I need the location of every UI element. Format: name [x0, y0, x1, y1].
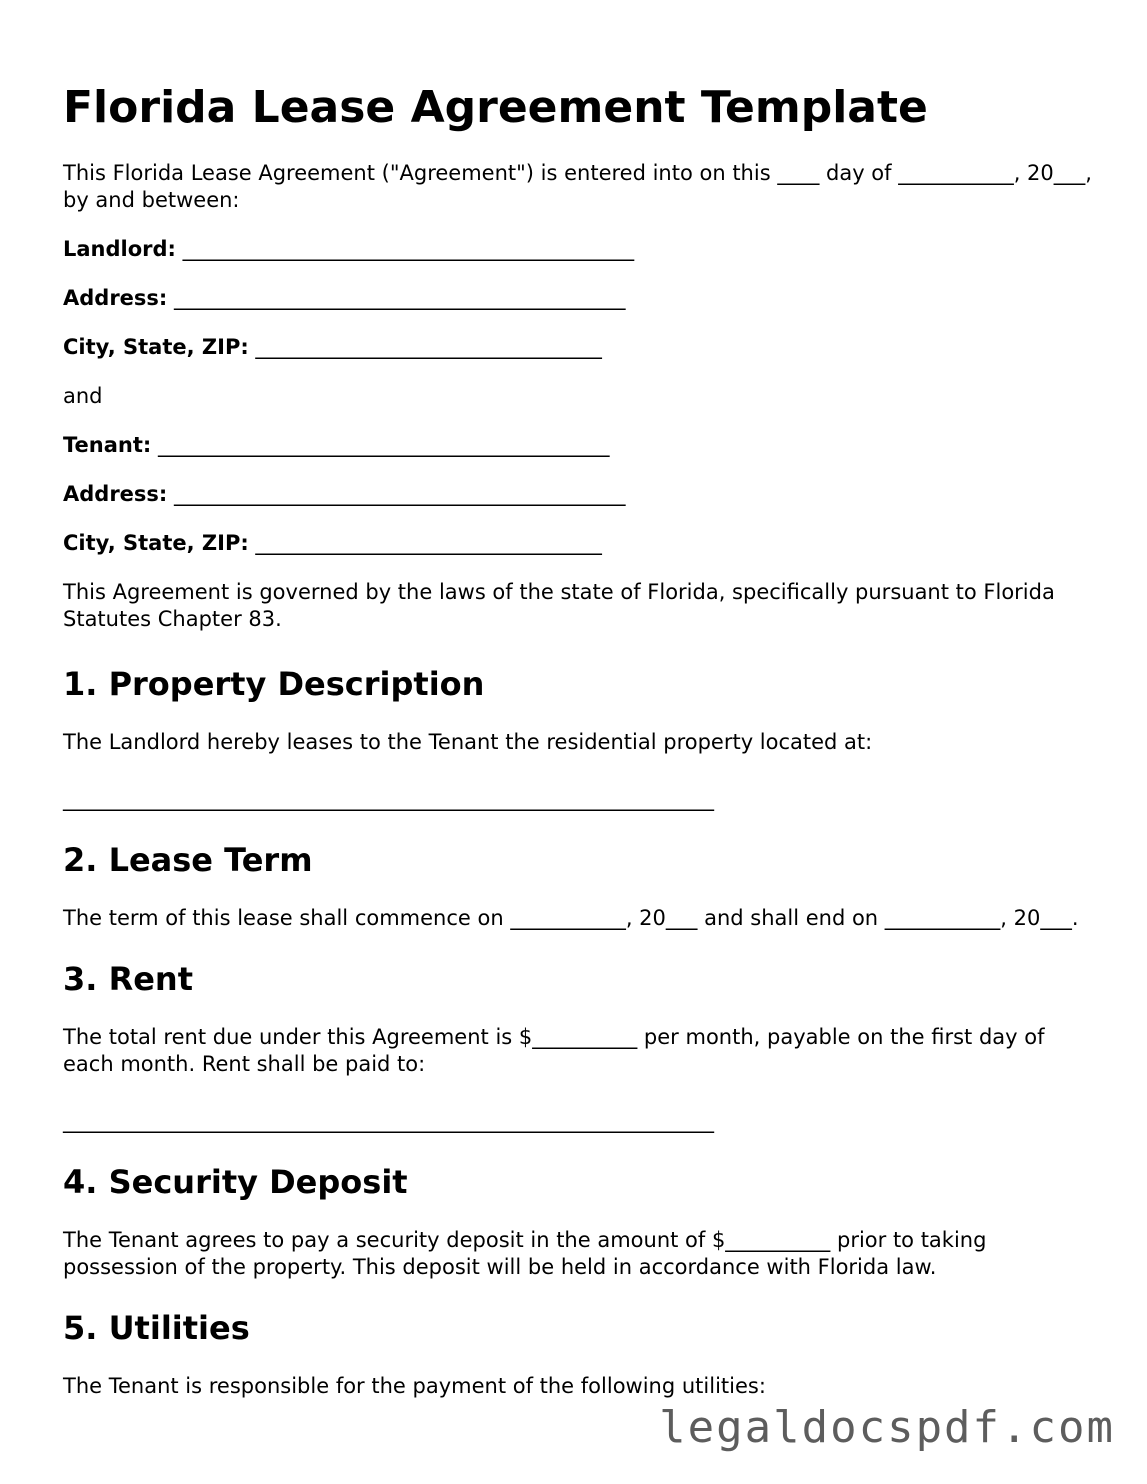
fill-in-blank: ___________________________________________	[174, 286, 626, 310]
governing-law-paragraph: This Agreement is governed by the laws of the state of Florida, specifically pursuant to Florida Statutes Chapter 83.	[63, 580, 1055, 631]
field-label: Address:	[63, 482, 168, 506]
field-label: Address:	[63, 286, 168, 310]
fill-in-blank: _________________________________	[255, 531, 602, 555]
rent-payee-blank: ______________________________________________________________	[63, 1109, 714, 1133]
section-text-rent: The total rent due under this Agreement is $__________ per month, payable on the first day of each month. Rent shall be paid to:	[63, 1025, 1045, 1076]
section-text-utilities: The Tenant is responsible for the payment of the following utilities:	[63, 1374, 766, 1398]
field-label: Landlord:	[63, 237, 176, 261]
fill-in-blank: _________________________________	[255, 335, 602, 359]
field-label: Tenant:	[63, 433, 152, 457]
section-heading-property: 1. Property Description	[63, 665, 485, 703]
watermark-text: legaldocspdf.com	[659, 1402, 1115, 1453]
section-text-lease-term: The term of this lease shall commence on ___________, 20___ and shall end on ___________, 20___.	[63, 906, 1079, 930]
document-title: Florida Lease Agreement Template	[63, 82, 928, 133]
section-text-security-deposit: The Tenant agrees to pay a security deposit in the amount of $__________ prior to taking possession of the property. This deposit will be held in accordance with Florida law.	[63, 1228, 987, 1279]
landlord-address-field	[63, 285, 1093, 312]
section-heading-utilities: 5. Utilities	[63, 1309, 250, 1347]
document-page	[63, 78, 1093, 1400]
intro-paragraph: This Florida Lease Agreement ("Agreement") is entered into on this ____ day of ___________, 20___, by and between:	[63, 161, 1092, 212]
and-text: and	[63, 384, 103, 408]
landlord-city-field	[63, 334, 1093, 361]
fill-in-blank: ___________________________________________	[174, 482, 626, 506]
section-text-property: The Landlord hereby leases to the Tenant the residential property located at:	[63, 730, 873, 754]
property-address-blank: ______________________________________________________________	[63, 787, 714, 811]
fill-in-blank: ___________________________________________	[182, 237, 635, 261]
field-label: City, State, ZIP:	[63, 335, 249, 359]
section-heading-rent: 3. Rent	[63, 960, 193, 998]
section-heading-lease-term: 2. Lease Term	[63, 841, 313, 879]
fill-in-blank: ___________________________________________	[157, 433, 610, 457]
tenant-name-field	[63, 432, 1093, 459]
section-heading-security-deposit: 4. Security Deposit	[63, 1163, 408, 1201]
tenant-address-field	[63, 481, 1093, 508]
field-label: City, State, ZIP:	[63, 531, 249, 555]
tenant-city-field	[63, 530, 1093, 557]
landlord-name-field	[63, 236, 1093, 263]
